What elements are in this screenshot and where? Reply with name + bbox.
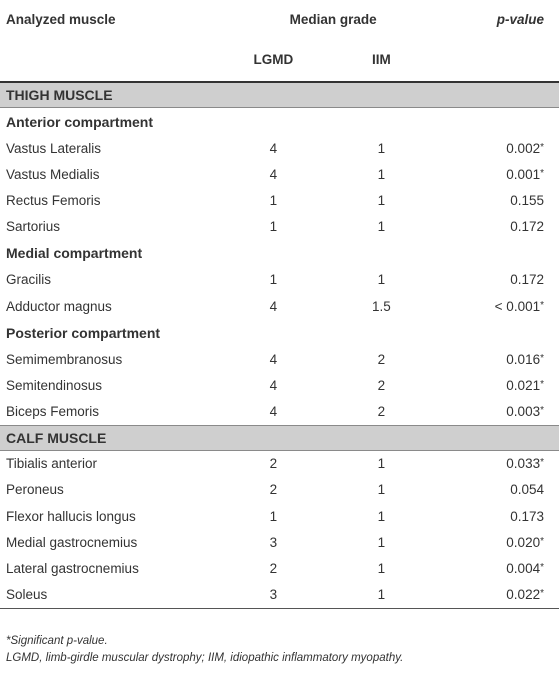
subsection-title: Medial compartment (6, 245, 143, 262)
muscle-name: Tibialis anterior (6, 456, 98, 472)
iim-grade: 1 (377, 272, 386, 288)
analyzed-muscle-header: Analyzed muscle (6, 11, 116, 27)
p-value: 0.002* (506, 140, 544, 156)
lgmd-grade: 4 (269, 377, 278, 393)
p-value: 0.020* (506, 534, 544, 550)
iim-grade: 1.5 (371, 298, 391, 314)
iim-grade: 1 (377, 456, 386, 472)
significance-footnote: *Significant p-value. (6, 635, 108, 647)
muscle-name: Soleus (6, 587, 48, 603)
p-value: 0.021* (506, 377, 544, 393)
subsection-title: Anterior compartment (6, 113, 154, 130)
significance-marker: * (540, 562, 544, 574)
table-row (0, 293, 559, 319)
iim-grade: 1 (377, 166, 386, 182)
iim-header: IIM (372, 52, 391, 67)
p-value: 0.016* (506, 351, 544, 367)
p-value: < 0.001* (494, 298, 544, 314)
p-value: 0.001* (506, 166, 544, 182)
muscle-name: Lateral gastrocnemius (6, 561, 139, 577)
iim-grade: 1 (377, 219, 386, 235)
subheader-row (0, 38, 559, 82)
lgmd-grade: 3 (269, 587, 278, 603)
lgmd-grade: 1 (269, 508, 278, 524)
muscle-name: Biceps Femoris (6, 404, 100, 420)
table-row (0, 161, 559, 187)
p-value: 0.004* (506, 561, 544, 577)
iim-grade: 2 (377, 351, 386, 367)
significance-marker: * (540, 405, 544, 417)
p-value: 0.033* (506, 456, 544, 472)
table-row (0, 135, 559, 161)
table-row (0, 399, 559, 426)
subsection-title: Posterior compartment (6, 324, 161, 341)
iim-grade: 1 (377, 508, 386, 524)
abbreviations-footnote: LGMD, limb-girdle muscular dystrophy; IIM, idiopathic inflammatory myopathy. (6, 652, 404, 664)
muscle-name: Semimembranosus (6, 351, 123, 367)
table-row (0, 187, 559, 213)
lgmd-grade: 1 (269, 219, 278, 235)
iim-grade: 1 (377, 587, 386, 603)
table-row (0, 582, 559, 609)
subsection-anterior (0, 108, 559, 136)
significance-marker: * (540, 457, 544, 469)
muscle-name: Medial gastrocnemius (6, 534, 138, 550)
significance-marker: * (540, 352, 544, 364)
muscle-name: Semitendinosus (6, 377, 103, 393)
table-row (0, 503, 559, 529)
iim-grade: 1 (377, 192, 386, 208)
median-grade-header: Median grade (289, 11, 377, 27)
lgmd-grade: 2 (269, 456, 278, 472)
iim-grade: 1 (377, 482, 386, 498)
table-row (0, 529, 559, 555)
lgmd-grade: 2 (269, 561, 278, 577)
section-calf (0, 425, 559, 450)
significance-marker: * (540, 378, 544, 390)
lgmd-grade: 1 (269, 192, 278, 208)
lgmd-grade: 4 (269, 404, 278, 420)
iim-grade: 1 (377, 140, 386, 156)
significance-marker: * (540, 588, 544, 600)
muscle-name: Flexor hallucis longus (6, 508, 136, 524)
muscle-name: Rectus Femoris (6, 192, 101, 208)
table-footnotes (6, 633, 556, 667)
table-row (0, 346, 559, 372)
muscle-name: Sartorius (6, 219, 61, 235)
lgmd-grade: 2 (269, 482, 278, 498)
p-value: 0.173 (510, 508, 544, 524)
muscle-name: Peroneus (6, 482, 64, 498)
table-row (0, 450, 559, 477)
lgmd-header: LGMD (253, 52, 294, 67)
significance-marker: * (540, 535, 544, 547)
section-title: CALF MUSCLE (0, 425, 559, 450)
lgmd-grade: 4 (269, 166, 278, 182)
significance-marker: * (540, 299, 544, 311)
iim-grade: 2 (377, 377, 386, 393)
table-row (0, 555, 559, 581)
table-row (0, 214, 559, 240)
lgmd-grade: 4 (269, 298, 278, 314)
iim-grade: 2 (377, 404, 386, 420)
muscle-name: Vastus Lateralis (6, 140, 102, 156)
section-thigh (0, 82, 559, 108)
p-value-header: p-value (496, 11, 544, 27)
table-row (0, 372, 559, 398)
p-value: 0.054 (510, 482, 544, 498)
p-value: 0.155 (510, 192, 544, 208)
muscle-name: Gracilis (6, 272, 52, 288)
significance-marker: * (540, 167, 544, 179)
muscle-name: Vastus Medialis (6, 166, 100, 182)
lgmd-grade: 4 (269, 140, 278, 156)
p-value: 0.172 (510, 272, 544, 288)
iim-grade: 1 (377, 534, 386, 550)
table-row (0, 477, 559, 503)
lgmd-grade: 4 (269, 351, 278, 367)
significance-marker: * (540, 141, 544, 153)
p-value: 0.022* (506, 587, 544, 603)
header-row (0, 0, 559, 38)
subsection-posterior (0, 319, 559, 346)
iim-grade: 1 (377, 561, 386, 577)
p-value: 0.172 (510, 219, 544, 235)
table-row (0, 267, 559, 293)
lgmd-grade: 1 (269, 272, 278, 288)
p-value: 0.003* (506, 404, 544, 420)
lgmd-grade: 3 (269, 534, 278, 550)
section-title: THIGH MUSCLE (0, 82, 559, 108)
muscle-name: Adductor magnus (6, 298, 112, 314)
subsection-medial (0, 240, 559, 267)
